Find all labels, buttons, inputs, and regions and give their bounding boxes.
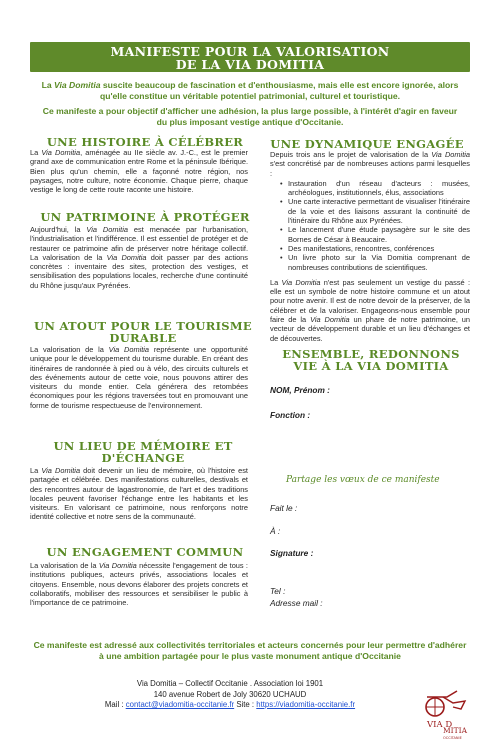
tel-label: Tel :	[270, 586, 286, 596]
text: doit devenir un lieu de mémoire, où l'histoire est partagée et célébrée. Des manifestations culturelles, destivals et des rencontres autour de lagastronomie, de l'art et des traditions locales peuvent favoriser l'échange entre les habitants et les visiteurs. En valorisant ce patrimoine, nous renforçons notre identité collective et notre sens de la communauté.	[30, 466, 248, 522]
heading-tourisme	[30, 321, 256, 344]
text-italic: Via Domitia	[431, 150, 471, 159]
title-banner	[30, 42, 470, 72]
text: représente une opportunité unique pour le développement du tourisme durable. En créant des itinéraires de randonnée à pied ou à vélo, des circuits culturels et des événements autour de cette voie, nous pouvons attirer des visiteurs du monde entier. Cela générera des retombées économiques pour les régions traversées tout en promouvant une forme de tourisme respectueuse de l'environnement.	[30, 345, 249, 410]
text: Depuis trois ans le projet de valorisation de la	[270, 150, 432, 159]
heading-memoire	[30, 441, 256, 464]
text: nécessite l'engagement de tous : institutions publiques, acteurs privés, associations locales et citoyens. Ensemble, nous devons élaborer des projets concrets et collaboratifs, mobiliser des ressources et sensibiliser le public à l'importance de ce patrimoine.	[30, 561, 248, 608]
list-item: • Des manifestations, rencontres, conférences	[280, 244, 470, 253]
text-italic: Via Domitia	[108, 345, 150, 354]
heading-line: D'ÉCHANGE	[101, 450, 185, 465]
mail-link[interactable]: contact@viadomitia-occitanie.fr	[125, 700, 235, 709]
paragraph-avenir	[270, 278, 470, 343]
intro-paragraph-1	[40, 80, 460, 102]
list-item: • Un livre photo sur la Via Domitia comprenant de nombreuses contributions de scientifiques.	[280, 253, 470, 272]
fait-le-label: Fait le :	[270, 503, 298, 513]
fonction-label: Fonction :	[270, 410, 311, 420]
intro-paragraph-2: Ce manifeste a pour objectif d'afficher une adhésion, la plus large possible, à l'intérêt d'agir en faveur du plus imposant vestige antique d'Occitanie.	[42, 106, 458, 127]
text: un phare de notre patrimoine, un vecteur de développement durable et un lieu d'échanges et de découvertes.	[270, 315, 471, 343]
heading-line: UN ATOUT POUR LE TOURISME	[34, 319, 252, 333]
heading-line: DURABLE	[109, 330, 177, 345]
logo-text-2: MITIA	[443, 726, 468, 735]
heading-engagement: UN ENGAGEMENT COMMUN	[46, 545, 244, 559]
text: est menacée par l'urbanisation, l'industrialisation et l'indifférence. Il est essentiel de protéger et de restaurer ce patrimoine afin de préserver notre héritage collectif. La valorisation de la	[30, 225, 248, 262]
heading-patrimoine: UN PATRIMOINE À PROTÉGER	[40, 210, 250, 224]
paragraph-memoire	[30, 466, 248, 522]
intro-text: La	[41, 80, 55, 90]
title-line-1: MANIFESTE POUR LA VALORISATION	[110, 44, 390, 59]
list-item: • Une carte interactive permettant de visualiser l'itinéraire de la voie et des liaisons assurant la continuité de l'itinéraire du Rhône aux Pyrénées.	[280, 197, 470, 225]
nom-label: NOM, Prénom :	[270, 385, 330, 395]
text: doit passer par des actions concrètes : inventaire des sites, protection des vestiges, et sensibilisation des populations locales, recherche d'une continuité du Rhône jusqu'aux Pyrénées.	[30, 252, 248, 290]
text: La valorisation de la	[30, 561, 99, 570]
logo-text-1: VIA D	[427, 720, 453, 730]
list-item: • Instauration d'un réseau d'acteurs : musées, archéologues, institutionnels, élus, associations	[280, 179, 470, 198]
heading-line: ENSEMBLE, REDONNONS	[282, 347, 460, 361]
paragraph-dynamique	[270, 150, 470, 343]
address-line-2: 140 avenue Robert de Joly 30620 UCHAUD	[153, 689, 307, 699]
heading-histoire: UNE HISTOIRE À CÉLÉBRER	[46, 135, 244, 149]
heading-ensemble	[258, 349, 484, 372]
partage-text: Partage les vœux de ce manifeste	[286, 475, 440, 485]
heading-dynamique: UNE DYNAMIQUE ENGAGÉE	[270, 137, 464, 151]
intro-text-rest: suscite beaucoup de fascination et d'enthousiasme, mais elle est encore ignorée, alors qu'elle constitue un véritable potentiel patrimonial, culturel et touristique.	[99, 80, 459, 101]
heading-line: UN LIEU DE MÉMOIRE ET	[53, 439, 233, 453]
paragraph-patrimoine	[30, 225, 248, 290]
text: La valorisation de la	[30, 345, 109, 354]
footer-note: Ce manifeste est adressé aux collectivités territoriales et acteurs concernés pour leur permettre d'adhérer à une ambition partagée pour le plus vaste monument antique d'Occitanie	[33, 640, 467, 661]
text-italic: Via Domitia	[41, 466, 81, 475]
address-line-1: Via Domitia – Collectif Occitanie . Association loi 1901	[136, 679, 324, 688]
text: La	[270, 277, 282, 287]
via-domitia-logo	[413, 683, 473, 743]
intro-italic: Via Domitia	[54, 80, 101, 90]
text: n'est pas seulement un vestige du passé : elle est un symbole de notre histoire commune et un atout pour notre avenir. Il est de notre devoir de la préserver, de la célébrer et de la valoriser. Engageons-nous ensemble pour faire de la	[270, 277, 470, 325]
signature-label: Signature :	[270, 548, 314, 558]
text: Aujourd'hui, la	[30, 225, 87, 234]
text: La	[30, 466, 42, 475]
text-italic: Via Domitia	[281, 277, 321, 287]
paragraph-histoire	[30, 148, 248, 194]
list-item: • Le lancement d'une étude paysagère sur le site des Bornes de César à Beaucaire.	[280, 225, 470, 244]
chariot-logo-icon	[413, 683, 473, 743]
footer-address	[60, 679, 400, 711]
adresse-label: Adresse mail :	[270, 598, 323, 608]
actions-list	[280, 179, 470, 272]
text: , aménagée au IIe siècle av. J.-C., est le premier grand axe de communication entre Rome et la péninsule Ibérique. Bien plus qu'un chemin, elle a façonné notre région, nos paysages, notre culture, notre économie. Chaque pierre, chaque vestige le long de cette route raconte une histoire.	[30, 148, 249, 195]
text-italic: Via Domitia	[106, 252, 147, 262]
site-label: Site :	[234, 700, 257, 709]
heading-line: VIE À LA VIA DOMITIA	[293, 358, 449, 373]
text-italic: Via Domitia	[310, 315, 350, 325]
logo-sub: OCCITANIE	[443, 736, 462, 740]
title-line-2: DE LA VIA DOMITIA	[175, 57, 325, 72]
paragraph-tourisme	[30, 345, 248, 410]
text: s'est concrétisé par de nombreuses actions parmi lesquelles :	[270, 159, 470, 178]
address-line-3	[60, 700, 400, 711]
paragraph-engagement	[30, 561, 248, 607]
site-link[interactable]: https://viadomitia-occitanie.fr	[256, 700, 356, 709]
mail-label: Mail :	[104, 700, 126, 709]
text-italic: Via Domitia	[98, 561, 137, 570]
text: La	[30, 148, 42, 157]
text-italic: Via Domitia	[41, 148, 81, 157]
a-label: À :	[270, 526, 281, 536]
text-italic: Via Domitia	[86, 225, 128, 234]
